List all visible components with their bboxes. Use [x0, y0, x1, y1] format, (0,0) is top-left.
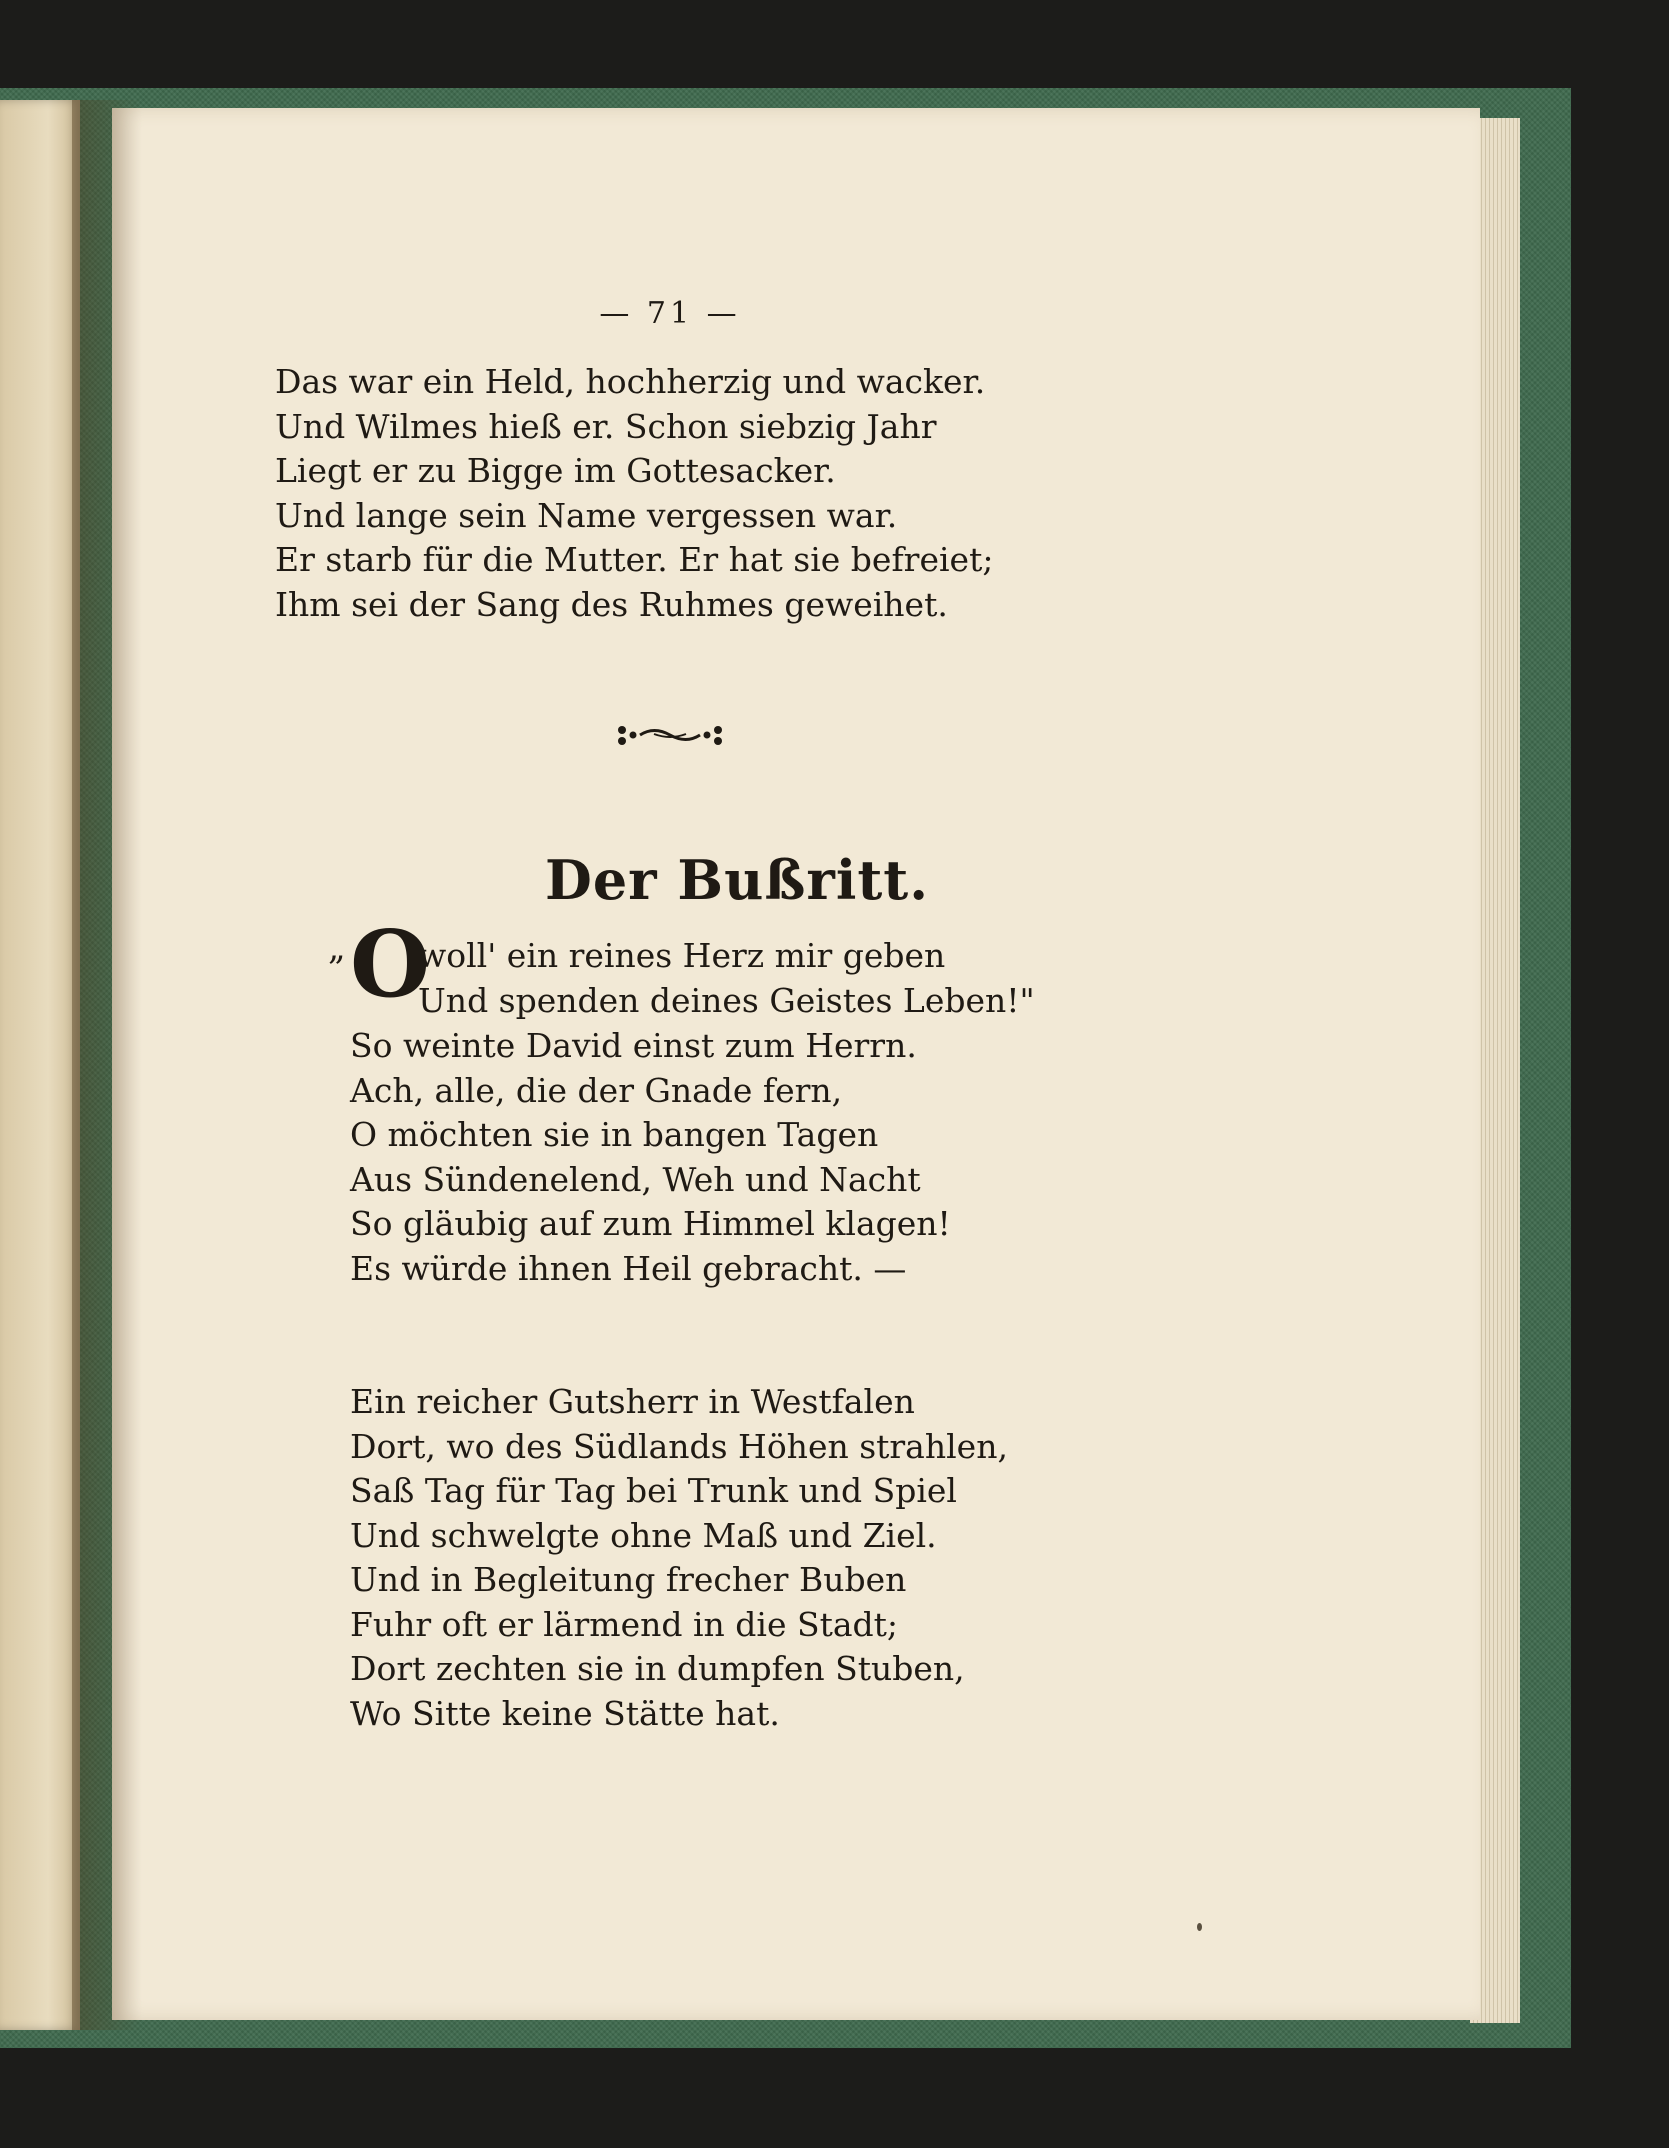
verse-line: Dort, wo des Südlands Höhen strahlen, [350, 1426, 1008, 1466]
left-page-edge [0, 100, 80, 2030]
verse-line: woll' ein reines Herz mir geben [418, 936, 946, 975]
verse-line: Und spenden deines Geistes Leben!" [418, 980, 1035, 1020]
verse-line: Ein reicher Gutsherr in Westfalen [350, 1382, 915, 1421]
page-number: — 71 — [599, 296, 741, 331]
verse-line: Saß Tag für Tag bei Trunk und Spiel [350, 1471, 957, 1510]
verse-line: Und schwelgte ohne Maß und Ziel. [350, 1515, 937, 1555]
verse-line: Das war ein Held, hochherzig und wacker. [275, 362, 986, 401]
verse-line: So gläubig auf zum Himmel klagen! [350, 1204, 951, 1243]
opening-quote: „ [328, 928, 346, 968]
verse-line: Ihm sei der Sang des Ruhmes geweihet. [275, 584, 948, 624]
spine-shadow [72, 100, 142, 2030]
verse-line: So weinte David einst zum Herrn. [350, 1026, 917, 1065]
stanza-3 [350, 1380, 1008, 1736]
verse-line: Liegt er zu Bigge im Gottesacker. [275, 451, 836, 490]
verse-line: Und Wilmes hieß er. Schon siebzig Jahr [275, 406, 937, 446]
verse-line: Ach, alle, die der Gnade fern, [350, 1070, 843, 1110]
verse-line: Und in Begleitung frecher Buben [350, 1560, 907, 1599]
stanza-2 [350, 1024, 951, 1291]
stanza-2-opening [418, 934, 1035, 1023]
verse-line: O möchten sie in bangen Tagen [350, 1115, 879, 1154]
drop-cap: O [350, 910, 431, 1018]
verse-line: Er starb für die Mutter. Er hat sie befreiet; [275, 540, 994, 579]
verse-line: Und lange sein Name vergessen war. [275, 495, 898, 535]
verse-line: Es würde ihnen Heil gebracht. — [350, 1248, 907, 1288]
poem-title: Der Bußritt. [545, 848, 930, 912]
stanza-1 [275, 360, 993, 627]
ink-speck [1197, 1923, 1202, 1931]
verse-line: Wo Sitte keine Stätte hat. [350, 1693, 780, 1733]
verse-line: Dort zechten sie in dumpfen Stuben, [350, 1649, 965, 1688]
verse-line: Fuhr oft er lärmend in die Stadt; [350, 1604, 899, 1644]
verse-line: Aus Sündenelend, Weh und Nacht [350, 1159, 921, 1199]
section-ornament-icon [614, 720, 726, 750]
